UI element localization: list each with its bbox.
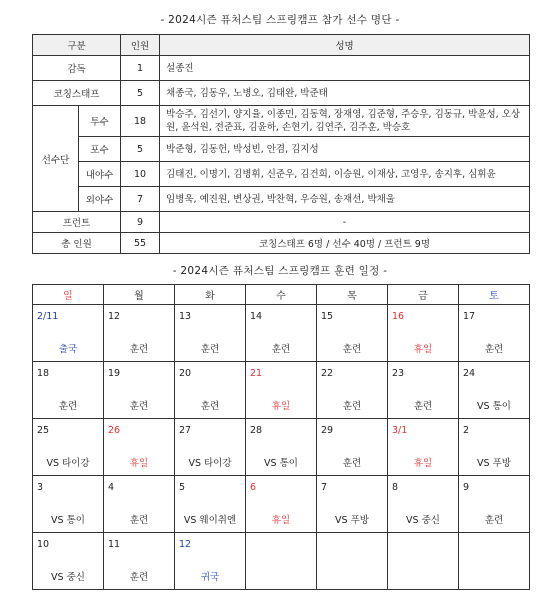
day-event: VS 타이강 — [188, 458, 232, 469]
category-label: 프런트 — [33, 212, 121, 233]
day-event: VS 중신 — [406, 515, 440, 526]
calendar-day-cell — [317, 419, 388, 476]
calendar-day-cell — [388, 362, 459, 419]
count-cell: 1 — [121, 56, 160, 81]
day-event: 훈련 — [129, 401, 149, 412]
subcategory-label: 투수 — [79, 106, 121, 137]
day-number: 23 — [392, 368, 405, 379]
weekday-sun: 일 — [33, 285, 104, 305]
day-number: 19 — [108, 368, 121, 379]
names-cell: 채종국, 김동우, 노병오, 김태완, 박준태 — [160, 81, 530, 106]
calendar-day-cell — [459, 305, 530, 362]
day-number: 4 — [108, 482, 115, 493]
row-manager — [33, 56, 530, 81]
calendar-day-cell — [246, 476, 317, 533]
calendar-week — [33, 305, 530, 362]
day-event: 훈련 — [484, 344, 504, 355]
day-event: VS 중신 — [51, 572, 85, 583]
calendar-day-cell — [459, 362, 530, 419]
calendar-day-cell — [388, 305, 459, 362]
day-event: 휴일 — [413, 344, 433, 355]
day-number: 20 — [179, 368, 192, 379]
day-event: 훈련 — [58, 401, 78, 412]
calendar-day-cell — [104, 476, 175, 533]
day-event: VS 푸방 — [335, 515, 369, 526]
roster-header-row — [33, 35, 530, 56]
day-number: 26 — [108, 425, 121, 436]
day-number: 9 — [463, 482, 470, 493]
header-names: 성명 — [160, 35, 530, 56]
roster-table — [32, 34, 530, 254]
day-number: 16 — [392, 311, 405, 322]
day-number: 22 — [321, 368, 334, 379]
day-event: 출국 — [58, 344, 78, 355]
weekday-thu: 목 — [317, 285, 388, 305]
calendar-day-cell — [104, 533, 175, 590]
day-number: 8 — [392, 482, 399, 493]
day-number: 11 — [108, 539, 121, 550]
category-label: 감독 — [33, 56, 121, 81]
day-number: 18 — [37, 368, 50, 379]
count-cell: 55 — [121, 233, 160, 254]
calendar-day-cell — [104, 419, 175, 476]
calendar-day-cell — [246, 533, 317, 590]
calendar-day-cell — [33, 305, 104, 362]
calendar-day-cell — [459, 476, 530, 533]
calendar-day-cell — [33, 362, 104, 419]
calendar-day-cell — [317, 362, 388, 419]
calendar-day-cell — [104, 362, 175, 419]
day-event: VS 웨이취엔 — [183, 515, 237, 526]
count-cell: 7 — [121, 187, 160, 212]
weekday-sat: 토 — [459, 285, 530, 305]
day-number: 13 — [179, 311, 192, 322]
calendar-day-cell — [104, 305, 175, 362]
category-label: 총 인원 — [33, 233, 121, 254]
calendar-day-cell — [33, 476, 104, 533]
row-pitcher — [33, 106, 530, 137]
row-total — [33, 233, 530, 254]
day-number: 24 — [463, 368, 476, 379]
calendar-day-cell — [175, 362, 246, 419]
row-catcher — [33, 137, 530, 162]
calendar-title: - 2024시즌 퓨처스팀 스프링캠프 훈련 일정 - — [172, 265, 388, 277]
day-number: 15 — [321, 311, 334, 322]
day-event: 휴일 — [271, 401, 291, 412]
schedule-calendar — [32, 284, 530, 590]
calendar-day-cell — [317, 476, 388, 533]
day-number: 25 — [37, 425, 50, 436]
subcategory-label: 포수 — [79, 137, 121, 162]
day-event: 훈련 — [342, 344, 362, 355]
names-cell: - — [160, 212, 530, 233]
day-number: 3/1 — [392, 425, 408, 436]
day-event: 훈련 — [342, 401, 362, 412]
day-number: 5 — [179, 482, 186, 493]
day-event: 휴일 — [413, 458, 433, 469]
day-event: VS 통이 — [477, 401, 511, 412]
count-cell: 5 — [121, 81, 160, 106]
weekday-mon: 월 — [104, 285, 175, 305]
day-event: 훈련 — [271, 344, 291, 355]
row-infield — [33, 162, 530, 187]
day-event: 훈련 — [129, 515, 149, 526]
count-cell: 18 — [121, 106, 160, 137]
names-cell: 박승주, 김선기, 양지율, 이종민, 김동혁, 장재영, 김준형, 주승우, 김동규, 박윤성, 오상원, 윤석원, 전준표, 김윤하, 손현기, 김연주, 김주훈, 박승호 — [160, 106, 530, 137]
day-event: 훈련 — [413, 401, 433, 412]
day-event: VS 타이강 — [46, 458, 90, 469]
day-event: 휴일 — [129, 458, 149, 469]
day-event: VS 통이 — [51, 515, 85, 526]
day-event: 귀국 — [200, 572, 220, 583]
calendar-week — [33, 362, 530, 419]
roster-title: - 2024시즌 퓨처스팀 스프링캠프 참가 선수 명단 - — [160, 14, 400, 26]
calendar-day-cell — [317, 305, 388, 362]
category-label: 코칭스태프 — [33, 81, 121, 106]
day-event: 훈련 — [484, 515, 504, 526]
calendar-day-cell — [246, 419, 317, 476]
calendar-day-cell — [175, 419, 246, 476]
day-number: 12 — [179, 539, 192, 550]
names-cell: 코칭스태프 6명 / 선수 40명 / 프런트 9명 — [160, 233, 530, 254]
calendar-week — [33, 533, 530, 590]
day-event: 훈련 — [129, 572, 149, 583]
day-number: 27 — [179, 425, 192, 436]
calendar-day-cell — [388, 533, 459, 590]
row-front — [33, 212, 530, 233]
count-cell: 9 — [121, 212, 160, 233]
names-cell: 설종진 — [160, 56, 530, 81]
calendar-day-cell — [175, 305, 246, 362]
calendar-day-cell — [317, 533, 388, 590]
day-number: 17 — [463, 311, 476, 322]
calendar-day-cell — [33, 533, 104, 590]
row-outfield — [33, 187, 530, 212]
day-event: VS 통이 — [264, 458, 298, 469]
calendar-day-cell — [388, 476, 459, 533]
day-number: 2/11 — [37, 311, 59, 322]
day-number: 3 — [37, 482, 44, 493]
calendar-day-cell — [388, 419, 459, 476]
day-event: 훈련 — [342, 458, 362, 469]
calendar-day-cell — [175, 476, 246, 533]
subcategory-label: 내야수 — [79, 162, 121, 187]
day-event: 훈련 — [129, 344, 149, 355]
day-number: 14 — [250, 311, 263, 322]
subcategory-label: 외야수 — [79, 187, 121, 212]
calendar-week — [33, 419, 530, 476]
day-event: VS 푸방 — [477, 458, 511, 469]
day-number: 21 — [250, 368, 263, 379]
calendar-day-cell — [175, 533, 246, 590]
players-group-label: 선수단 — [33, 106, 79, 212]
calendar-day-cell — [246, 305, 317, 362]
names-cell: 임병욱, 예진원, 변상권, 박찬혁, 우승원, 송재선, 박채울 — [160, 187, 530, 212]
weekday-tue: 화 — [175, 285, 246, 305]
day-number: 29 — [321, 425, 334, 436]
count-cell: 10 — [121, 162, 160, 187]
day-number: 10 — [37, 539, 50, 550]
names-cell: 김태진, 이명기, 김병휘, 신준우, 김건희, 이승원, 이재상, 고영우, 송지후, 심휘윤 — [160, 162, 530, 187]
day-number: 6 — [250, 482, 257, 493]
day-number: 28 — [250, 425, 263, 436]
weekday-fri: 금 — [388, 285, 459, 305]
calendar-day-cell — [33, 419, 104, 476]
day-event: 훈련 — [200, 344, 220, 355]
day-event: 훈련 — [200, 401, 220, 412]
header-category: 구분 — [33, 35, 121, 56]
row-coaching — [33, 81, 530, 106]
calendar-day-cell — [459, 533, 530, 590]
day-number: 12 — [108, 311, 121, 322]
day-event: 휴일 — [271, 515, 291, 526]
day-number: 7 — [321, 482, 328, 493]
count-cell: 5 — [121, 137, 160, 162]
calendar-day-cell — [246, 362, 317, 419]
header-count: 인원 — [121, 35, 160, 56]
weekday-wed: 수 — [246, 285, 317, 305]
calendar-week — [33, 476, 530, 533]
weekday-header-row — [33, 285, 530, 305]
calendar-day-cell — [459, 419, 530, 476]
names-cell: 박준형, 김동헌, 박성빈, 안겸, 김지성 — [160, 137, 530, 162]
day-number: 2 — [463, 425, 470, 436]
